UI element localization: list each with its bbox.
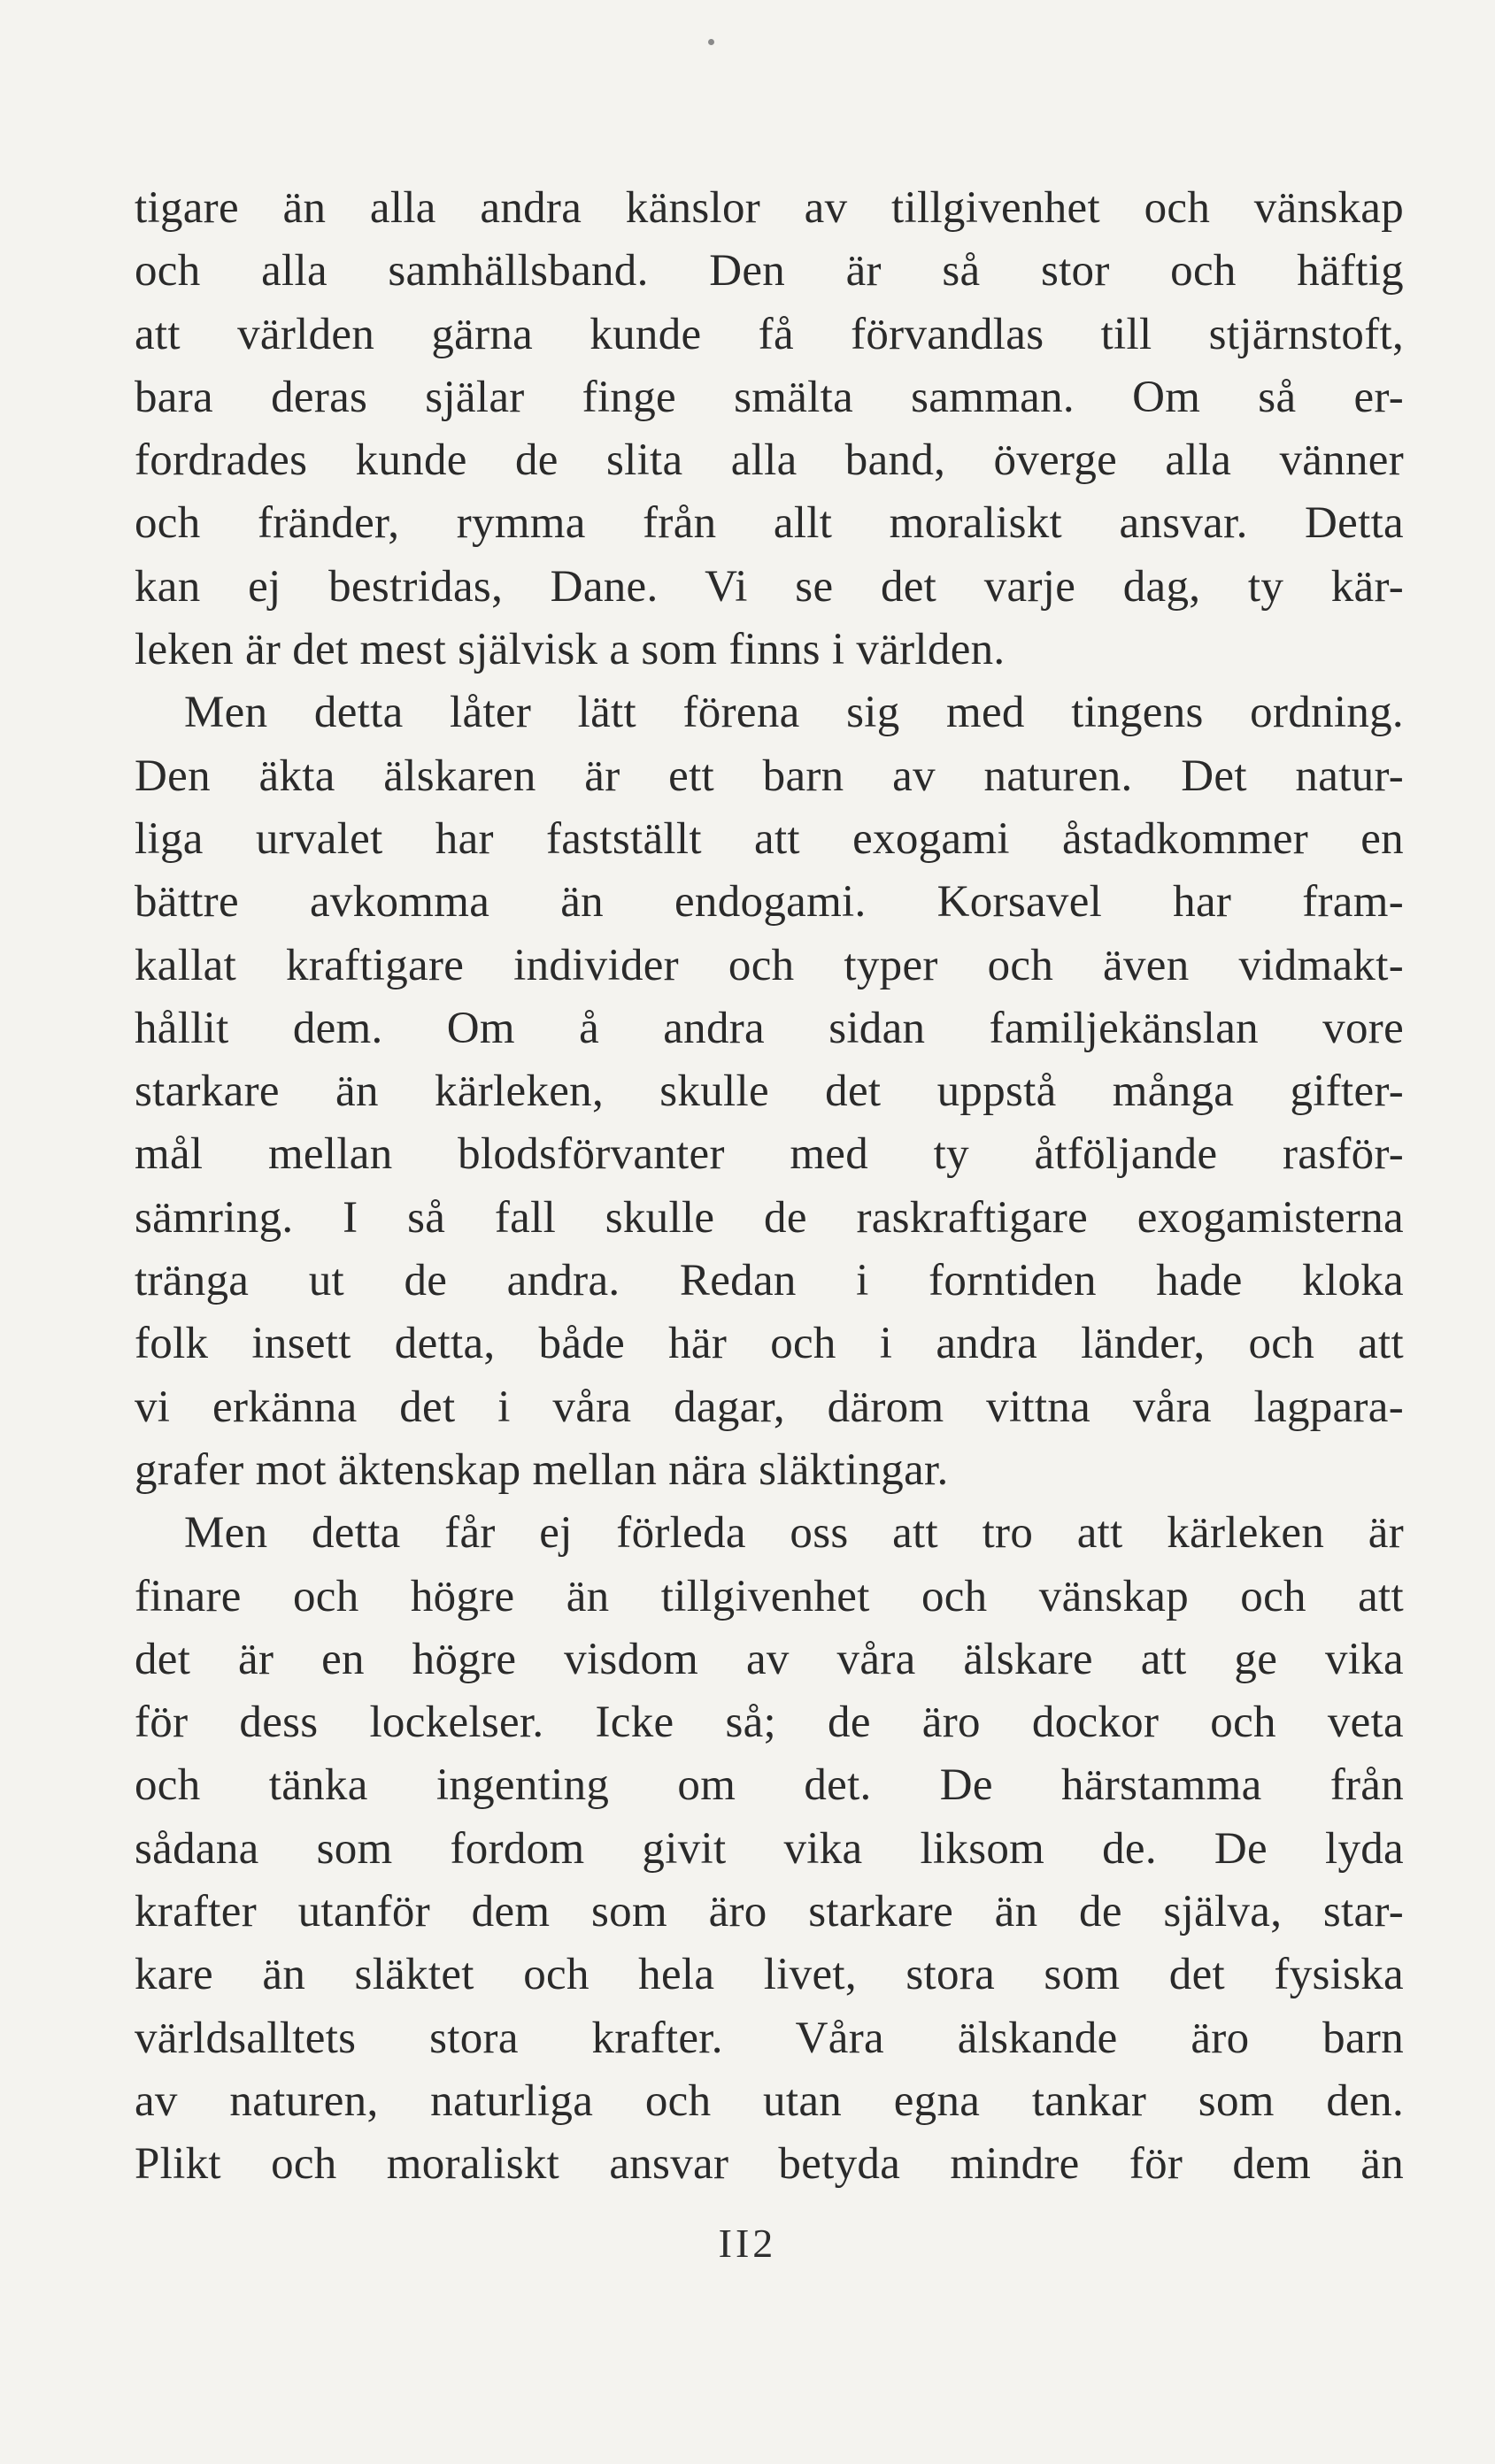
print-speck <box>708 39 714 45</box>
text-line: folk insett detta, både här och i andra länder, och att <box>135 1319 1404 1369</box>
text-line: mål mellan blodsförvanter med ty åtföljande rasför- <box>135 1129 1404 1180</box>
page-number: II2 <box>718 2221 777 2266</box>
text-line: och tänka ingenting om det. De härstamma från <box>135 1760 1404 1811</box>
text-line: tigare än alla andra känslor av tillgivenhet och vänskap <box>135 183 1404 233</box>
text-line: det är en högre visdom av våra älskare att ge vika <box>135 1634 1404 1684</box>
body-text <box>135 177 1404 2197</box>
text-line: och fränder, rymma från allt moraliskt ansvar. Detta <box>135 498 1404 549</box>
text-line: Plikt och moraliskt ansvar betyda mindre för dem än <box>135 2139 1404 2190</box>
text-line: leken är det mest självisk a som finns i världen. <box>135 625 1006 675</box>
text-line: sämring. I så fall skulle de raskraftigare exogamisterna <box>135 1192 1404 1243</box>
text-line: tränga ut de andra. Redan i forntiden hade kloka <box>135 1256 1404 1306</box>
text-line: liga urvalet har fastställt att exogami åstadkommer en <box>135 813 1404 864</box>
text-line: grafer mot äktenskap mellan nära släktingar. <box>135 1444 949 1495</box>
text-line: kallat kraftigare individer och typer och även vidmakt- <box>135 940 1404 990</box>
text-line: fordrades kunde de slita alla band, överge alla vänner <box>135 435 1404 486</box>
text-line: finare och högre än tillgivenhet och vänskap och att <box>135 1571 1404 1621</box>
text-line: Men detta får ej förleda oss att tro att kärleken är <box>184 1508 1404 1559</box>
text-line: hållit dem. Om å andra sidan familjekänslan vore <box>135 1003 1404 1053</box>
text-line: världsalltets stora krafter. Våra älskande äro barn <box>135 2013 1404 2063</box>
text-line: kare än släktet och hela livet, stora som det fysiska <box>135 1950 1404 2000</box>
text-line: sådana som fordom givit vika liksom de. De lyda <box>135 1823 1404 1874</box>
text-line: för dess lockelser. Icke så; de äro dockor och veta <box>135 1698 1404 1748</box>
text-line: av naturen, naturliga och utan egna tankar som den. <box>135 2075 1404 2126</box>
text-line: kan ej bestridas, Dane. Vi se det varje dag, ty kär- <box>135 561 1404 612</box>
text-line: bara deras själar finge smälta samman. Om så er- <box>135 372 1404 422</box>
text-line: vi erkänna det i våra dagar, därom vittna våra lagpara- <box>135 1382 1404 1432</box>
text-line: att världen gärna kunde få förvandlas till stjärnstoft, <box>135 309 1404 359</box>
text-line: krafter utanför dem som äro starkare än de själva, star- <box>135 1887 1404 1937</box>
text-line: bättre avkomma än endogami. Korsavel har fram- <box>135 877 1404 928</box>
text-line: Men detta låter lätt förena sig med tingens ordning. <box>184 688 1404 738</box>
text-line: starkare än kärleken, skulle det uppstå många gifter- <box>135 1066 1404 1117</box>
text-line: och alla samhällsband. Den är så stor och häftig <box>135 246 1404 296</box>
text-line: Den äkta älskaren är ett barn av naturen. Det natur- <box>135 751 1404 801</box>
